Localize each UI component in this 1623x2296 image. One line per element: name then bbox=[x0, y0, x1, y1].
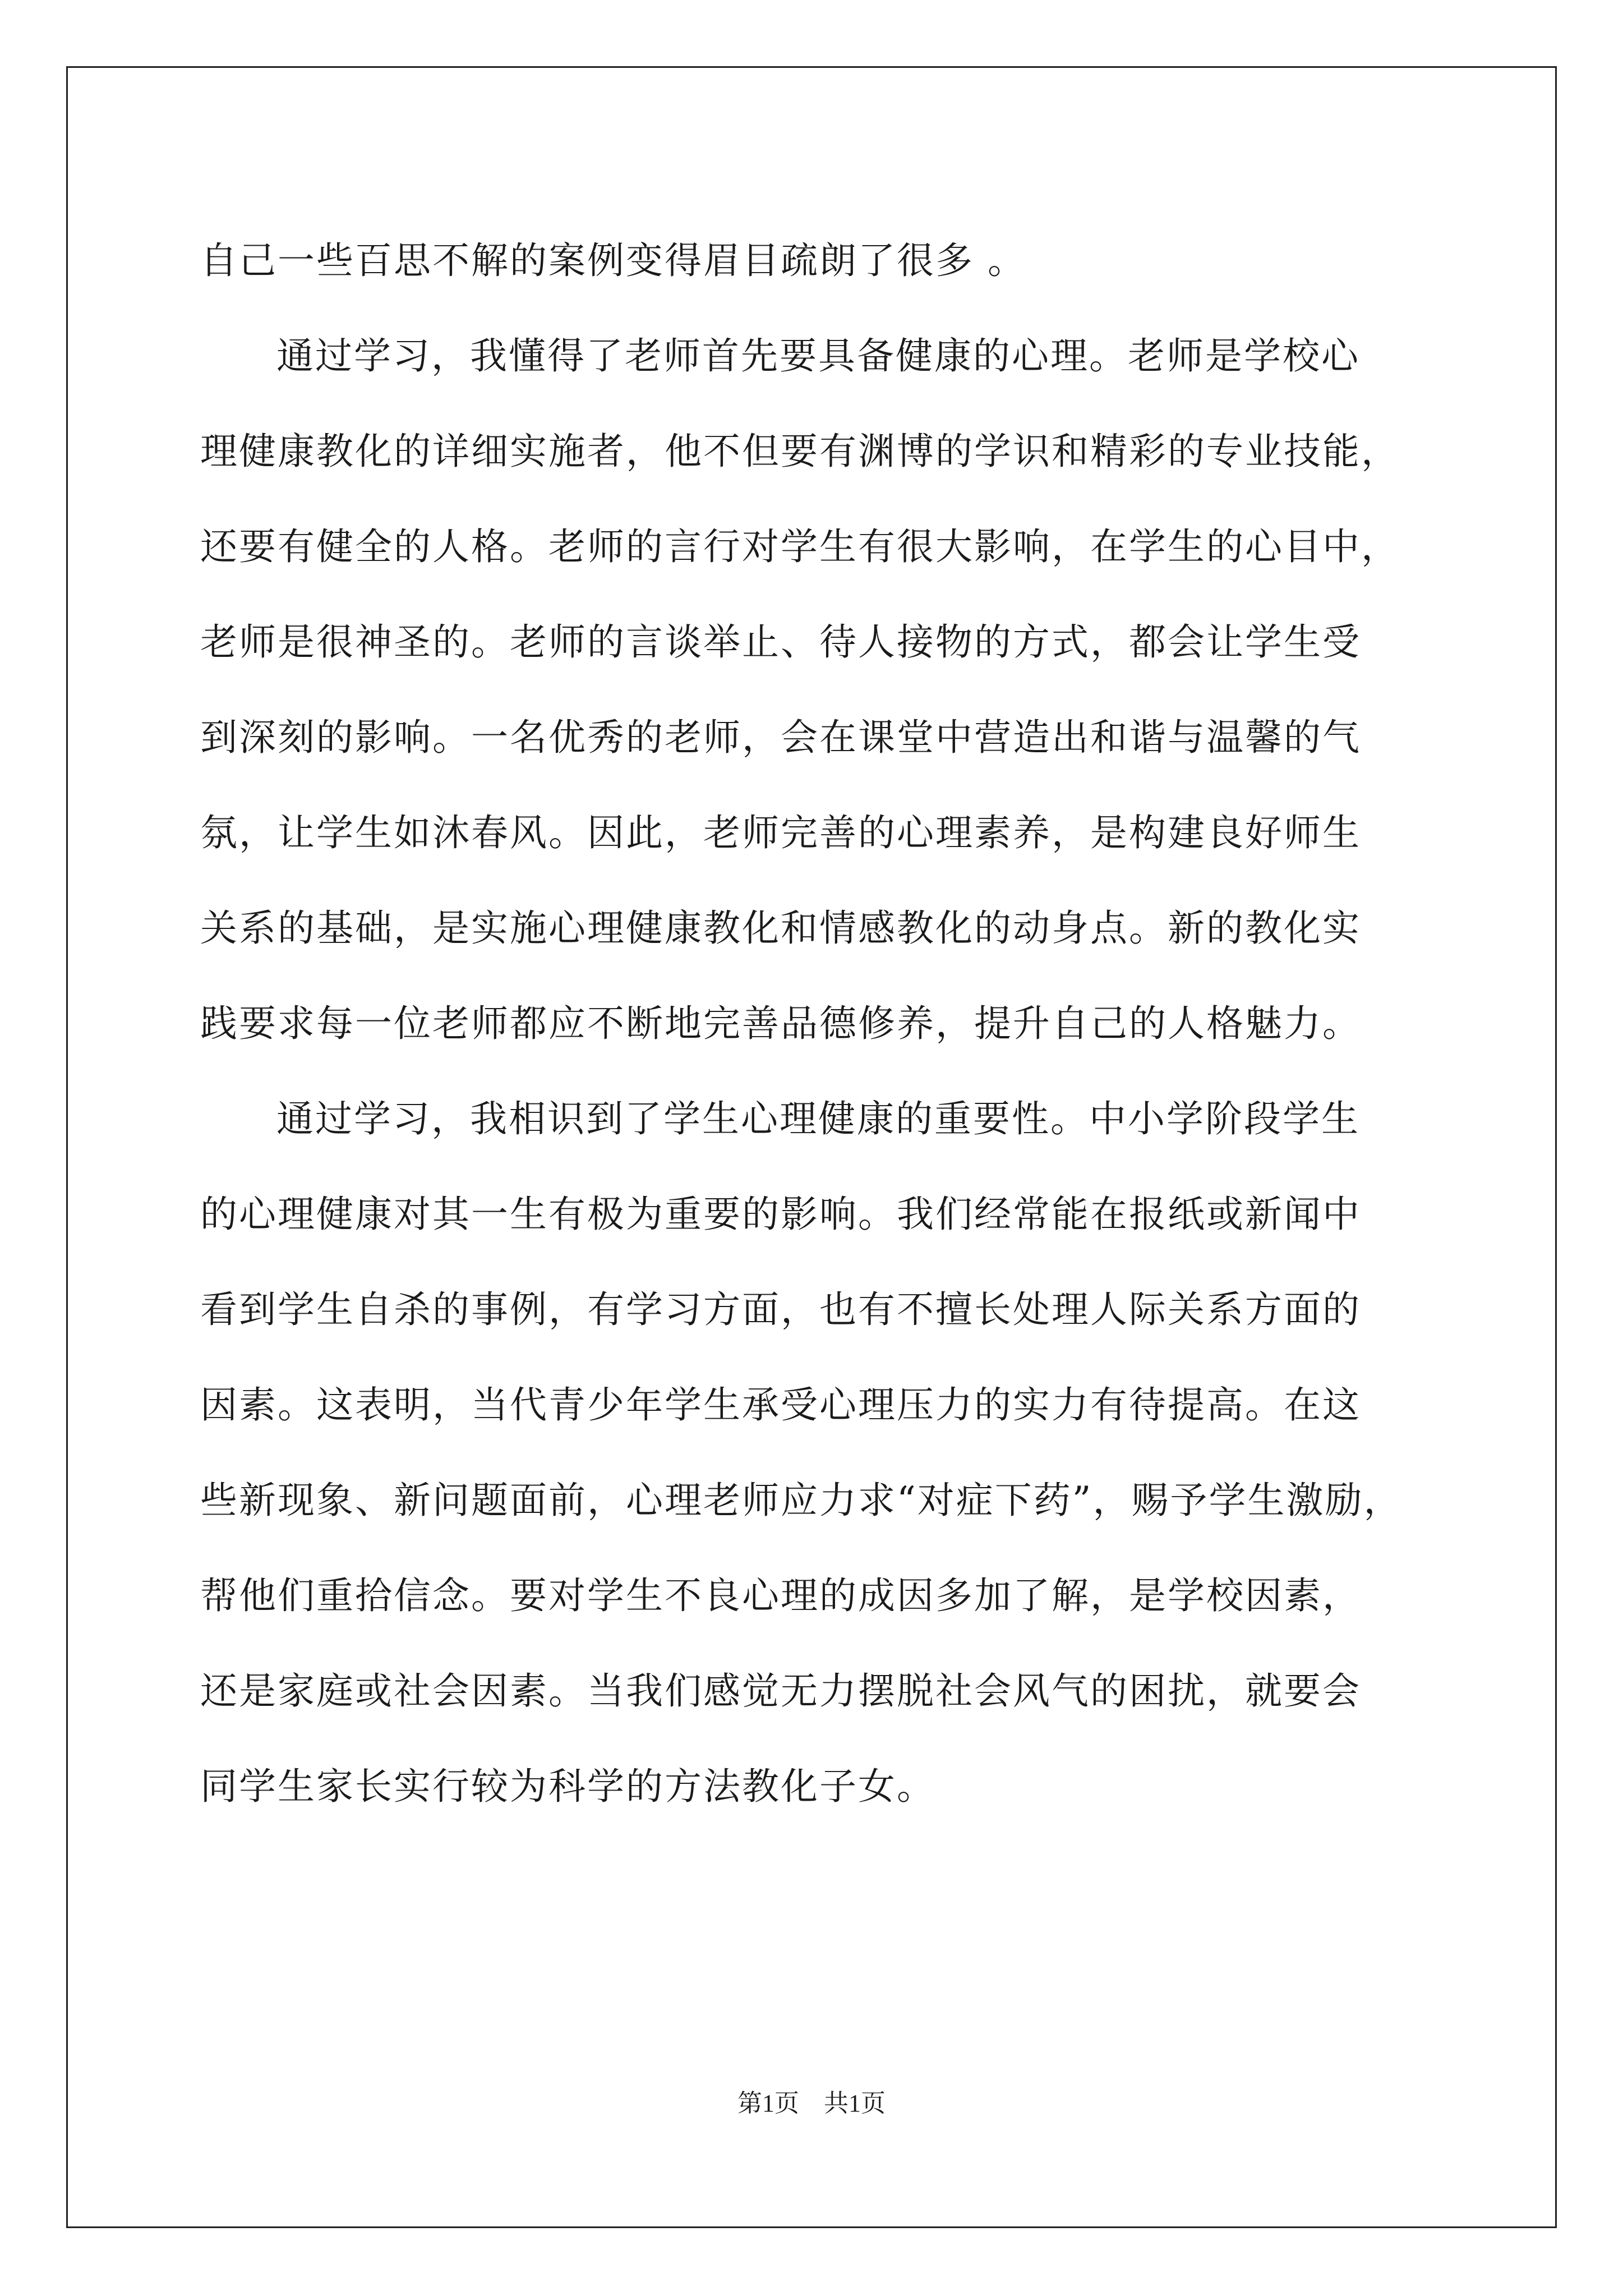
text-line: 因素。这表明，当代青少年学生承受心理压力的实力有待提高。在这 bbox=[200, 1383, 1361, 1427]
text-line: 的心理健康对其一生有极为重要的影响。我们经常能在报纸或新闻中 bbox=[200, 1193, 1361, 1236]
text-line: 理健康教化的详细实施者，他不但要有渊博的学识和精彩的专业技能， bbox=[200, 430, 1400, 473]
text-line: 氛，让学生如沐春风。因此，老师完善的心理素养，是构建良好师生 bbox=[200, 811, 1361, 854]
text-line: 看到学生自杀的事例，有学习方面，也有不擅长处理人际关系方面的 bbox=[200, 1288, 1361, 1331]
page-number-footer: 第1页 共1页 bbox=[737, 2090, 886, 2117]
text-line: 自己一些百思不解的案例变得眉目疏朗了很多 。 bbox=[200, 239, 1026, 282]
text-line: 到深刻的影响。一名优秀的老师，会在课堂中营造出和谐与温馨的气 bbox=[200, 716, 1361, 759]
text-line: 践要求每一位老师都应不断地完善品德修养，提升自己的人格魅力。 bbox=[200, 1002, 1361, 1045]
text-line: 还是家庭或社会因素。当我们感觉无力摆脱社会风气的困扰，就要会 bbox=[200, 1669, 1361, 1713]
text-line: 老师是很神圣的。老师的言谈举止、待人接物的方式，都会让学生受 bbox=[200, 620, 1361, 664]
paragraph-start-line: 通过学习，我懂得了老师首先要具备健康的心理。老师是学校心 bbox=[276, 334, 1360, 378]
text-line: 还要有健全的人格。老师的言行对学生有很大影响，在学生的心目中， bbox=[200, 525, 1400, 568]
document-body bbox=[200, 213, 1451, 1834]
text-line: 帮他们重拾信念。要对学生不良心理的成因多加了解，是学校因素， bbox=[200, 1574, 1361, 1617]
text-line: 同学生家长实行较为科学的方法教化子女。 bbox=[200, 1765, 935, 1808]
paragraph-start-line: 通过学习，我相识到了学生心理健康的重要性。中小学阶段学生 bbox=[276, 1097, 1360, 1140]
text-line: 些新现象、新问题面前，心理老师应力求“对症下药”，赐予学生激励， bbox=[200, 1479, 1403, 1522]
text-line: 关系的基础，是实施心理健康教化和情感教化的动身点。新的教化实 bbox=[200, 907, 1361, 950]
